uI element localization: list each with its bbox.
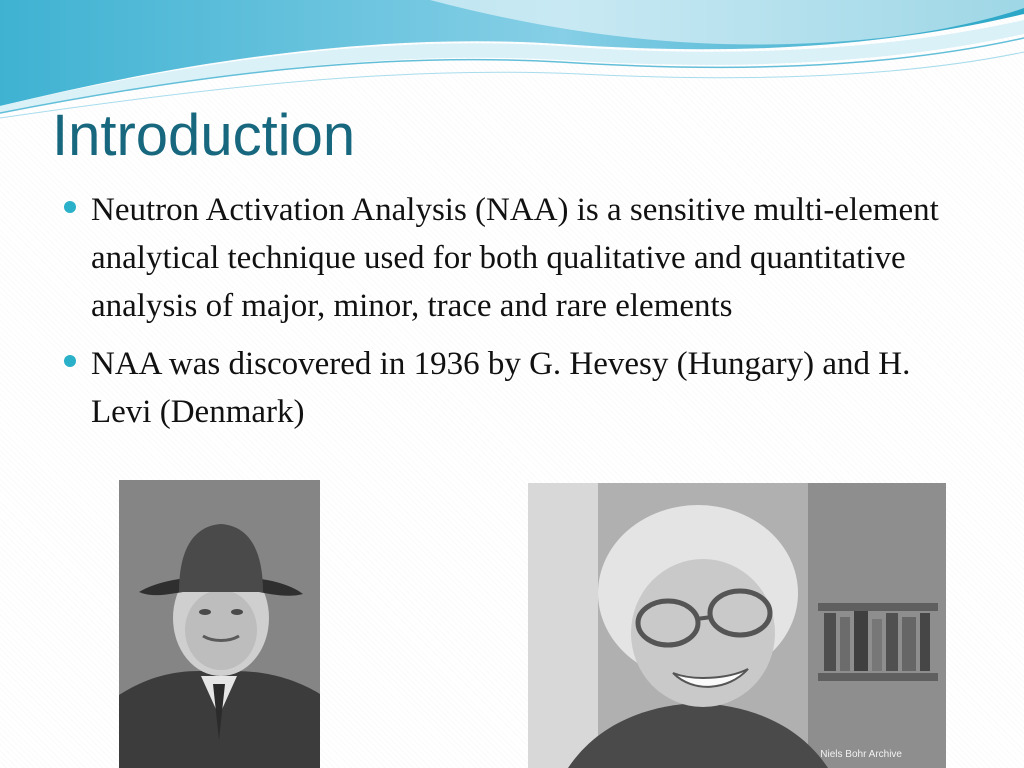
bullet-text: NAA was discovered in 1936 by G. Hevesy (Hungary) and H. Levi (Denmark) — [91, 346, 911, 430]
portrait-woman-glasses-icon — [528, 483, 946, 768]
bullet-item — [64, 186, 964, 330]
photo-credit: Niels Bohr Archive — [820, 749, 902, 760]
photo-levi — [528, 483, 946, 768]
bullet-item — [64, 340, 964, 436]
bullet-text: Neutron Activation Analysis (NAA) is a sensitive multi-element analytical technique used for both qualitative and quantitative analysis of major, minor, trace and rare elements — [91, 192, 939, 324]
portrait-man-hat-icon — [119, 480, 320, 768]
photo-hevesy — [119, 480, 320, 768]
bullet-dot-icon — [64, 201, 76, 213]
bullet-list — [64, 186, 964, 446]
bullet-dot-icon — [64, 355, 76, 367]
slide-title: Introduction — [52, 103, 356, 168]
